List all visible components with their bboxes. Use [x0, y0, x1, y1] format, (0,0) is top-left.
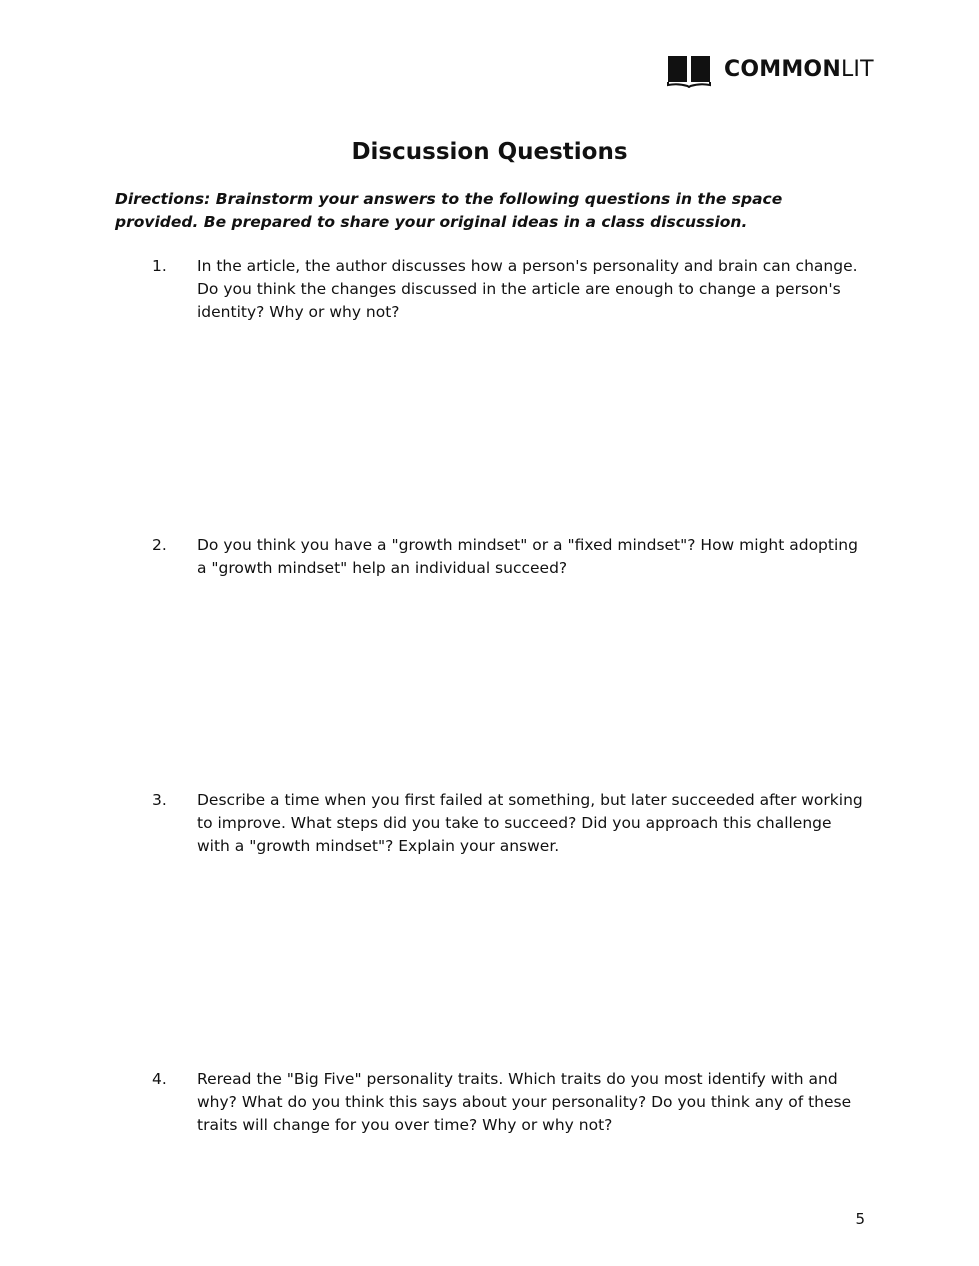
question-number: 1. [152, 257, 167, 275]
logo-wordmark-light: LIT [840, 57, 874, 82]
question-item [152, 255, 872, 324]
question-item [152, 1068, 872, 1137]
question-number: 2. [152, 536, 167, 554]
commonlit-logo [666, 52, 874, 88]
logo-wordmark [724, 52, 874, 88]
question-number: 4. [152, 1070, 167, 1088]
directions-text: Directions: Brainstorm your answers to the following questions in the space provided. Be prepared to share your original ideas in a class discussion. [115, 190, 783, 231]
page-title: Discussion Questions [351, 139, 628, 165]
question-item [152, 534, 872, 580]
page-number: 5 [855, 1210, 865, 1228]
logo-wordmark-bold: COMMON [724, 57, 841, 82]
question-text: Describe a time when you first failed at something, but later succeeded after working to improve. What steps did you take to succeed? Did you approach this challenge with a "growth mindset"? Explain your answer. [197, 791, 863, 855]
question-text: In the article, the author discusses how a person's personality and brain can change. Do you think the changes discussed in the article are enough to change a person's identity? Why or why not? [197, 257, 858, 321]
question-number: 3. [152, 791, 167, 809]
question-text: Reread the "Big Five" personality traits. Which traits do you most identify with and why? What do you think this says about your personality? Do you think any of these traits will change for you over time? Why or why not? [197, 1070, 852, 1134]
question-item [152, 789, 872, 858]
question-text: Do you think you have a "growth mindset" or a "fixed mindset"? How might adopting a "growth mindset" help an individual succeed? [197, 536, 858, 577]
open-book-icon [666, 52, 712, 88]
